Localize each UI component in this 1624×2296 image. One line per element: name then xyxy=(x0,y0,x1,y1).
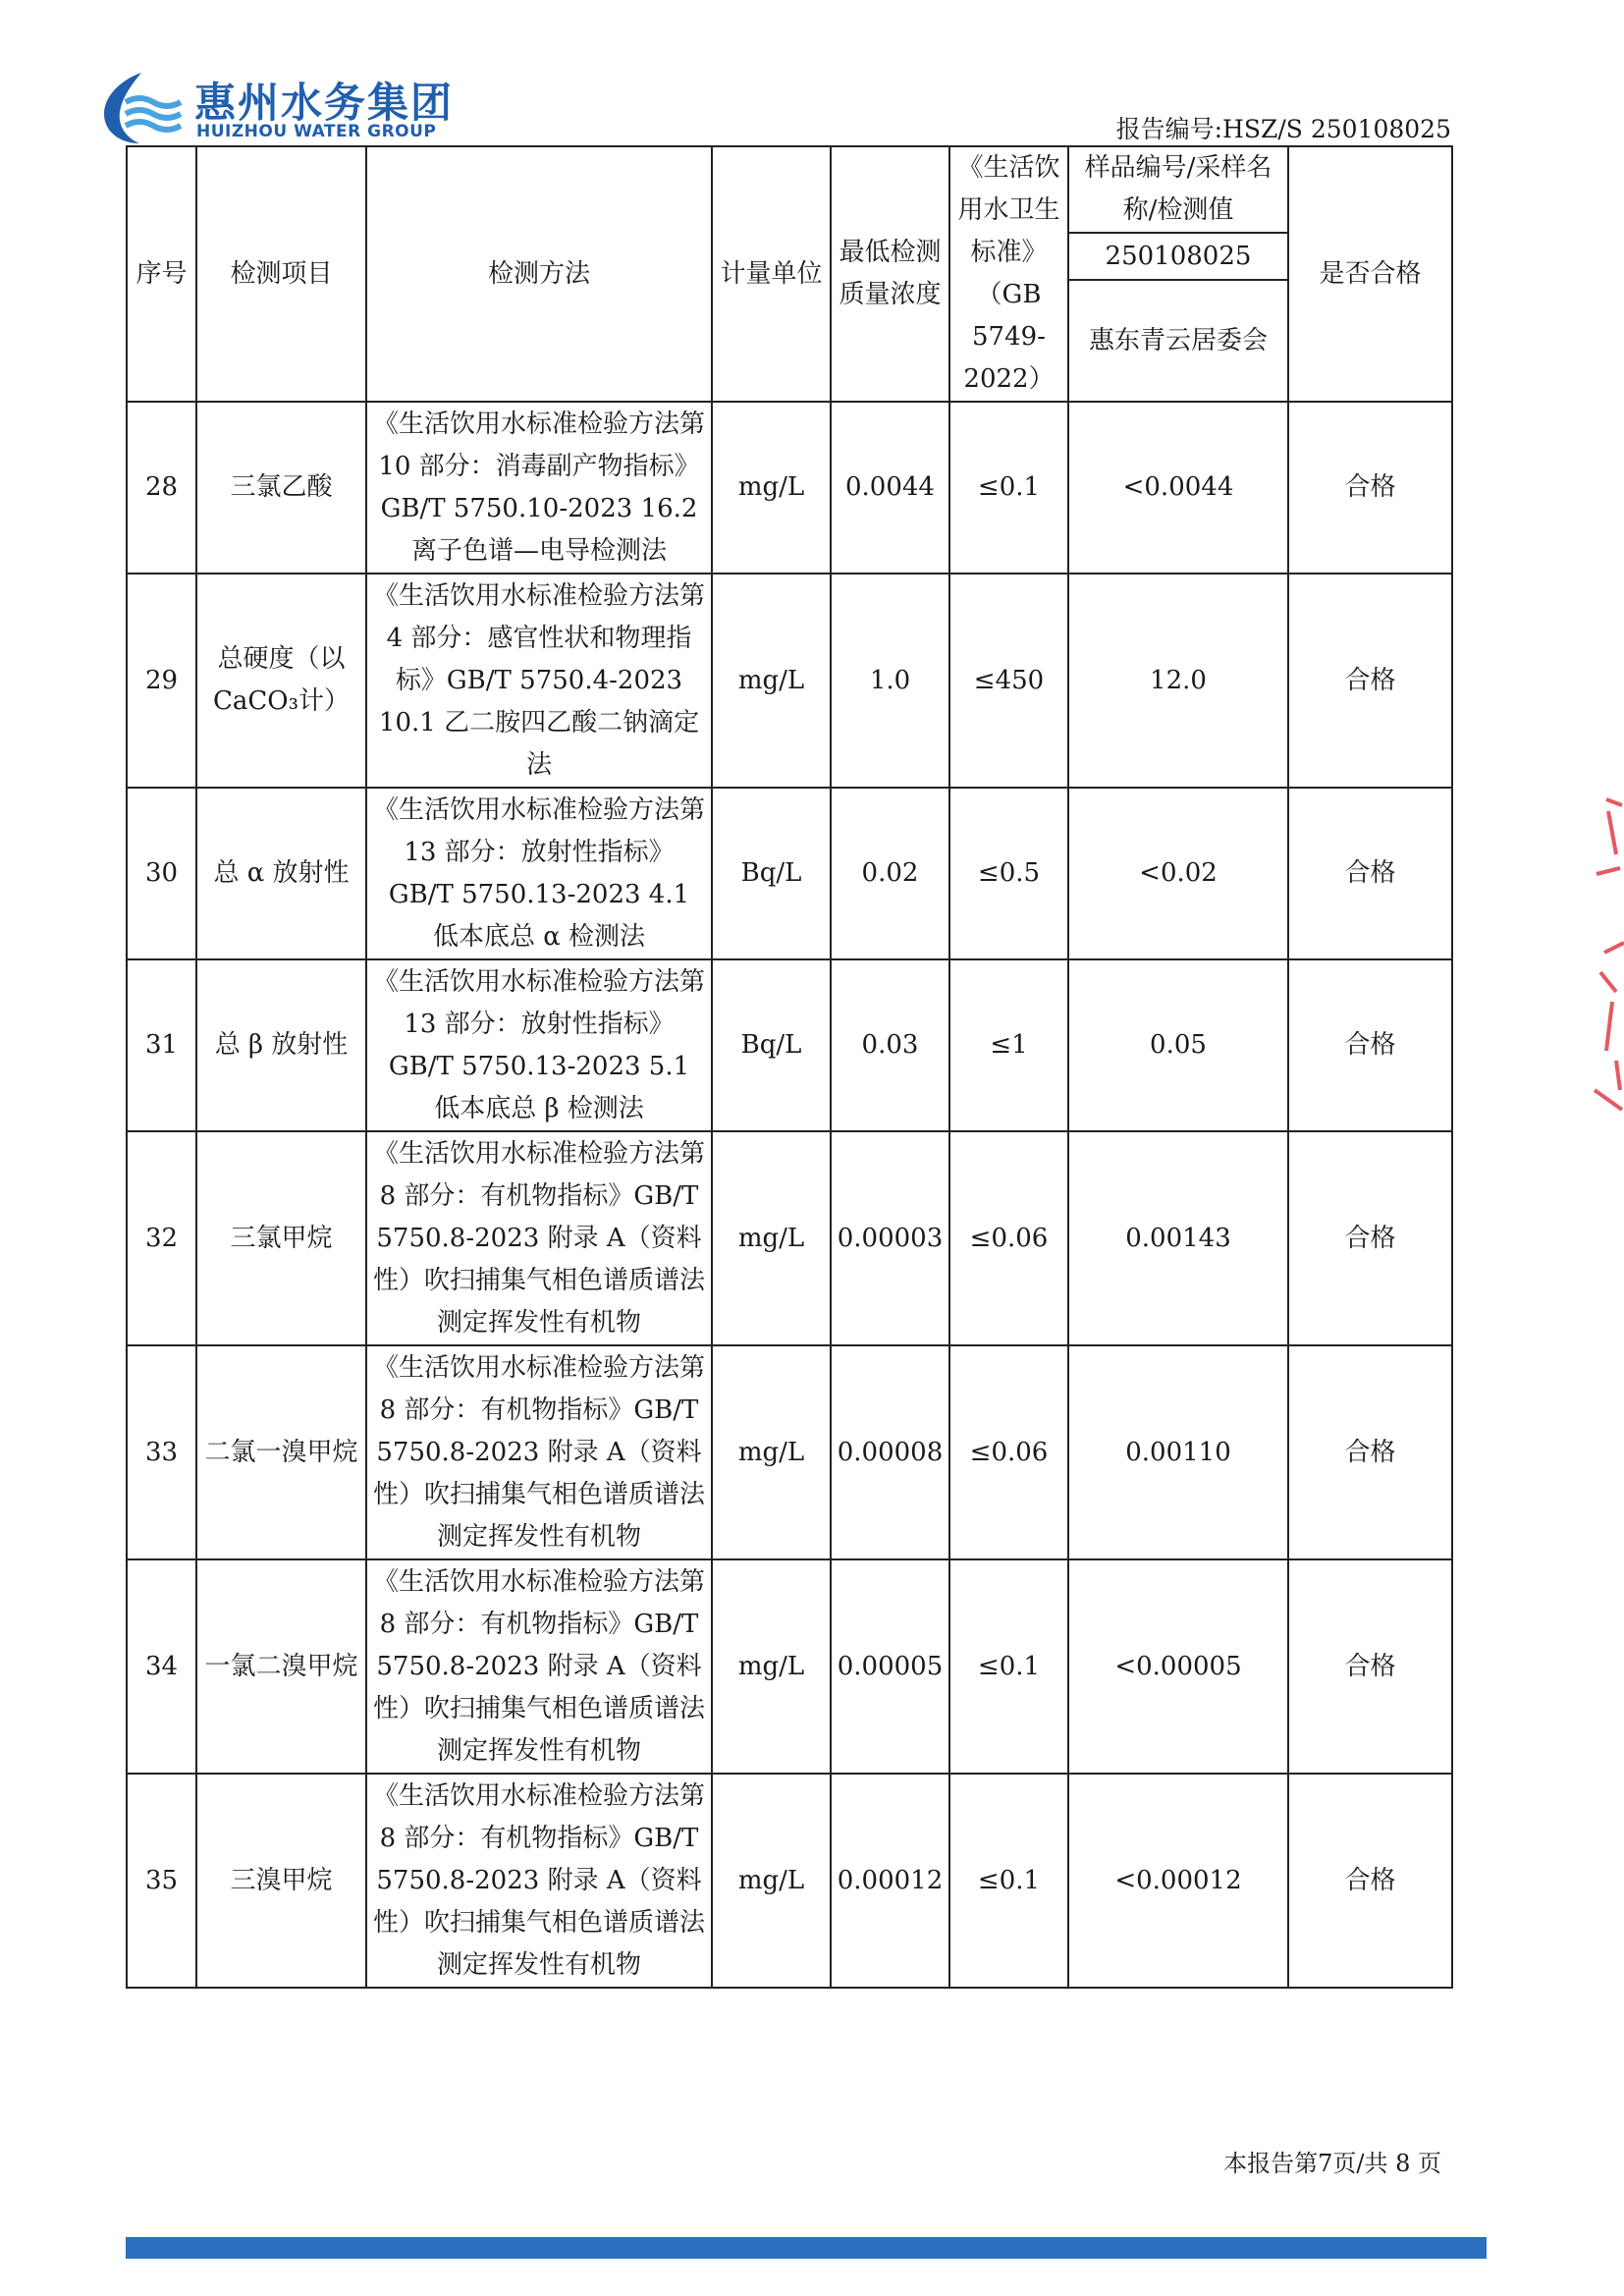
cell-mdl: 0.03 xyxy=(831,959,949,1131)
table-row xyxy=(127,1774,1452,1988)
cell-value: <0.00012 xyxy=(1068,1774,1288,1988)
header-standard: 《生活饮用水卫生标准》（GB 5749-2022） xyxy=(949,146,1068,402)
cell-method: 《生活饮用水标准检验方法第 13 部分：放射性指标》GB/T 5750.13-2023 4.1 低本底总 α 检测法 xyxy=(366,788,712,959)
header-unit: 计量单位 xyxy=(712,146,831,402)
header-item: 检测项目 xyxy=(196,146,366,402)
cell-mdl: 0.00005 xyxy=(831,1559,949,1774)
cell-pass: 合格 xyxy=(1288,1559,1452,1774)
cell-unit: Bq/L xyxy=(712,788,831,959)
cell-mdl: 0.00012 xyxy=(831,1774,949,1988)
cell-item: 三氯甲烷 xyxy=(196,1131,366,1345)
cell-value: <0.0044 xyxy=(1068,402,1288,574)
cell-unit: mg/L xyxy=(712,574,831,788)
report-number: 报告编号:HSZ/S 250108025 xyxy=(1115,115,1451,143)
table-row xyxy=(127,574,1452,788)
page-indicator: 本报告第7页/共 8 页 xyxy=(1223,2150,1441,2177)
table-row xyxy=(127,959,1452,1131)
cell-pass: 合格 xyxy=(1288,402,1452,574)
cell-mdl: 0.02 xyxy=(831,788,949,959)
table-row xyxy=(127,1131,1452,1345)
cell-value: <0.02 xyxy=(1068,788,1288,959)
cell-pass: 合格 xyxy=(1288,574,1452,788)
company-logo xyxy=(96,69,469,147)
cell-value: 12.0 xyxy=(1068,574,1288,788)
cell-value: 0.05 xyxy=(1068,959,1288,1131)
cell-limit: ≤0.06 xyxy=(949,1131,1068,1345)
cell-seq: 31 xyxy=(127,959,196,1131)
header-sample-id: 250108025 xyxy=(1068,233,1288,280)
cell-method: 《生活饮用水标准检验方法第 8 部分：有机物指标》GB/T 5750.8-2023 附录 A（资料性）吹扫捕集气相色谱质谱法测定挥发性有机物 xyxy=(366,1559,712,1774)
cell-pass: 合格 xyxy=(1288,788,1452,959)
cell-unit: mg/L xyxy=(712,402,831,574)
cell-mdl: 1.0 xyxy=(831,574,949,788)
cell-item: 总 α 放射性 xyxy=(196,788,366,959)
cell-item: 总硬度（以CaCO₃计） xyxy=(196,574,366,788)
cell-seq: 33 xyxy=(127,1345,196,1559)
header-mdl: 最低检测质量浓度 xyxy=(831,146,949,402)
table-row xyxy=(127,1345,1452,1559)
cell-seq: 29 xyxy=(127,574,196,788)
red-seal-stamp-icon xyxy=(1587,795,1624,1120)
cell-method: 《生活饮用水标准检验方法第 8 部分：有机物指标》GB/T 5750.8-2023 附录 A（资料性）吹扫捕集气相色谱质谱法测定挥发性有机物 xyxy=(366,1345,712,1559)
cell-unit: mg/L xyxy=(712,1559,831,1774)
cell-mdl: 0.0044 xyxy=(831,402,949,574)
cell-seq: 35 xyxy=(127,1774,196,1988)
cell-unit: mg/L xyxy=(712,1345,831,1559)
cell-seq: 32 xyxy=(127,1131,196,1345)
logo-chinese-name: 惠州水务集团 xyxy=(194,79,455,127)
cell-method: 《生活饮用水标准检验方法第 10 部分：消毒副产物指标》GB/T 5750.10-2023 16.2 离子色谱—电导检测法 xyxy=(366,402,712,574)
logo-english-name: HUIZHOU WATER GROUP xyxy=(196,122,437,141)
header-sample: 样品编号/采样名称/检测值 xyxy=(1068,146,1288,233)
header-sample-name: 惠东青云居委会 xyxy=(1068,280,1288,402)
water-drop-logo-icon xyxy=(96,69,187,147)
cell-mdl: 0.00003 xyxy=(831,1131,949,1345)
cell-limit: ≤0.1 xyxy=(949,1559,1068,1774)
cell-pass: 合格 xyxy=(1288,959,1452,1131)
cell-pass: 合格 xyxy=(1288,1345,1452,1559)
cell-unit: mg/L xyxy=(712,1774,831,1988)
cell-unit: mg/L xyxy=(712,1131,831,1345)
cell-value: 0.00143 xyxy=(1068,1131,1288,1345)
header-seq: 序号 xyxy=(127,146,196,402)
cell-method: 《生活饮用水标准检验方法第 4 部分：感官性状和物理指标》GB/T 5750.4-2023 10.1 乙二胺四乙酸二钠滴定法 xyxy=(366,574,712,788)
cell-value: <0.00005 xyxy=(1068,1559,1288,1774)
footer-bar xyxy=(126,2237,1487,2259)
table-row xyxy=(127,402,1452,574)
cell-seq: 28 xyxy=(127,402,196,574)
test-results-table xyxy=(126,145,1453,1989)
cell-seq: 30 xyxy=(127,788,196,959)
cell-method: 《生活饮用水标准检验方法第 8 部分：有机物指标》GB/T 5750.8-2023 附录 A（资料性）吹扫捕集气相色谱质谱法测定挥发性有机物 xyxy=(366,1131,712,1345)
cell-method: 《生活饮用水标准检验方法第 13 部分：放射性指标》GB/T 5750.13-2023 5.1 低本底总 β 检测法 xyxy=(366,959,712,1131)
cell-item: 三溴甲烷 xyxy=(196,1774,366,1988)
cell-limit: ≤0.5 xyxy=(949,788,1068,959)
header-pass: 是否合格 xyxy=(1288,146,1452,402)
cell-item: 总 β 放射性 xyxy=(196,959,366,1131)
cell-item: 三氯乙酸 xyxy=(196,402,366,574)
cell-method: 《生活饮用水标准检验方法第 8 部分：有机物指标》GB/T 5750.8-2023 附录 A（资料性）吹扫捕集气相色谱质谱法测定挥发性有机物 xyxy=(366,1774,712,1988)
cell-mdl: 0.00008 xyxy=(831,1345,949,1559)
table-row xyxy=(127,1559,1452,1774)
cell-pass: 合格 xyxy=(1288,1131,1452,1345)
cell-value: 0.00110 xyxy=(1068,1345,1288,1559)
cell-item: 二氯一溴甲烷 xyxy=(196,1345,366,1559)
table-row xyxy=(127,788,1452,959)
cell-limit: ≤0.1 xyxy=(949,402,1068,574)
header-method: 检测方法 xyxy=(366,146,712,402)
cell-unit: Bq/L xyxy=(712,959,831,1131)
cell-limit: ≤450 xyxy=(949,574,1068,788)
cell-pass: 合格 xyxy=(1288,1774,1452,1988)
cell-item: 一氯二溴甲烷 xyxy=(196,1559,366,1774)
cell-seq: 34 xyxy=(127,1559,196,1774)
cell-limit: ≤0.1 xyxy=(949,1774,1068,1988)
cell-limit: ≤0.06 xyxy=(949,1345,1068,1559)
cell-limit: ≤1 xyxy=(949,959,1068,1131)
